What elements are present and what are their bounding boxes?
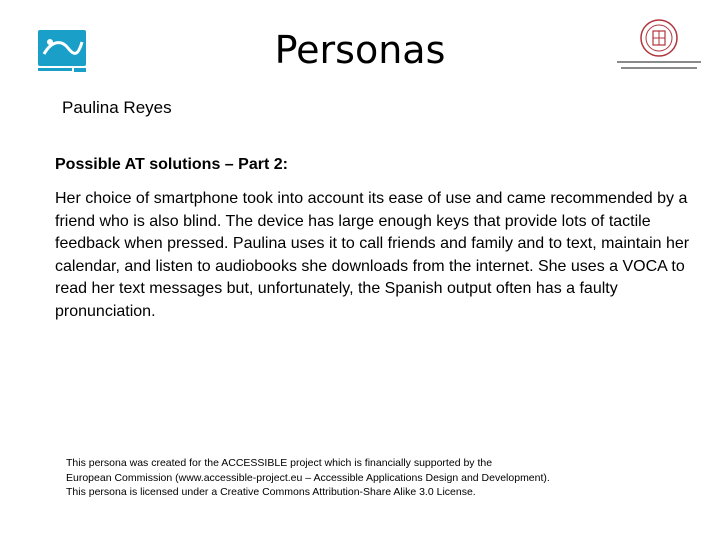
section-heading: Possible AT solutions – Part 2: xyxy=(55,156,288,173)
footnote-line: This persona is licensed under a Creative Commons Attribution-Share Alike 3.0 License. xyxy=(66,486,476,498)
body-paragraph: Her choice of smartphone took into account its ease of use and came recommended by a friend who is also blind. The device has large enough keys that provide lots of tactile feedback when pressed. Paulina uses it to call friends and family and to text, maintain her calendar, and listen to audiobooks she downloads from the internet. She uses a VOCA to read her text messages but, unfortunately, the Spanish output often has a faulty pronunciation. xyxy=(55,190,690,320)
license-footnote xyxy=(66,456,686,500)
persona-name: Paulina Reyes xyxy=(62,98,172,117)
footnote-line: This persona was created for the ACCESSIBLE project which is financially supported by the xyxy=(66,457,493,469)
university-seal-icon xyxy=(615,18,703,76)
page-title: Personas xyxy=(274,28,446,72)
footnote-line: European Commission (www.accessible-project.eu – Accessible Applications Design and Development). xyxy=(66,471,550,484)
